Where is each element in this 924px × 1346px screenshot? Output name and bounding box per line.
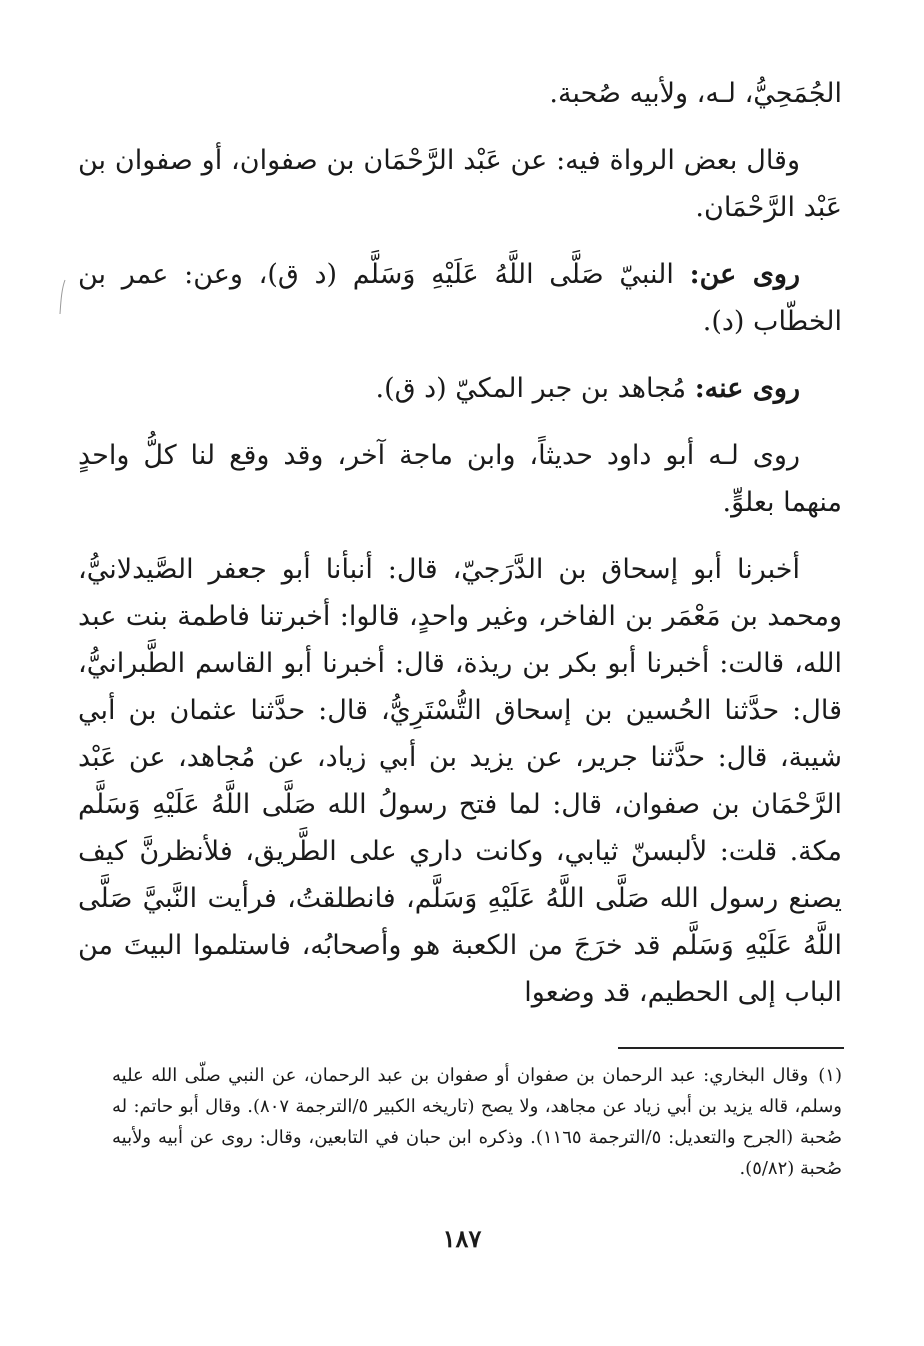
paragraph <box>78 137 842 231</box>
paragraph <box>78 546 842 1016</box>
paragraph-text: النبيّ صَلَّى اللَّهُ عَلَيْهِ وَسَلَّم (د ق)، وعن: عمر بن الخطّاب (د). <box>78 259 842 337</box>
footnote-divider <box>618 1047 844 1049</box>
paragraph <box>78 432 842 526</box>
page-number: ١٨٧ <box>442 1224 482 1253</box>
margin-pencil-mark <box>58 278 68 316</box>
footnotes <box>112 1060 842 1184</box>
paragraph-text: روى لـه أبو داود حديثاً، وابن ماجة آخر، وقد وقع لنا كلُّ واحدٍ منهما بعلوٍّ. <box>78 440 842 518</box>
paragraph <box>78 70 842 117</box>
main-text <box>78 70 842 1036</box>
paragraph-text: مُجاهد بن جبر المكيّ (د ق). <box>375 373 695 404</box>
paragraph-text: أخبرنا أبو إسحاق بن الدَّرَجيّ، قال: أنبأنا أبو جعفر الصَّيدلانيُّ، ومحمد بن مَعْمَر بن الفاخر، وغير واحدٍ، قالوا: أخبرتنا فاطمة بنت عبد الله، قالت: أخبرنا أبو بكر بن ريذة، قال: أخبرنا أبو القاسم الطَّبرانيُّ، قال: حدَّثنا الحُسين بن إسحاق التُّسْتَرِيُّ، قال: حدَّثنا عثمان بن أبي شيبة، قال: حدَّثنا جرير، عن يزيد بن أبي زياد، عن مُجاهد، عن عَبْد الرَّحْمَان بن صفوان، قال: لما فتح رسولُ الله صَلَّى اللَّهُ عَلَيْهِ وَسَلَّم مكة. قلت: لألبسنّ ثيابي، وكانت داري على الطَّريق، فلأنظرنَّ كيف يصنع رسول الله صَلَّى اللَّهُ عَلَيْهِ وَسَلَّم، فانطلقتُ، فرأيت النَّبيَّ صَلَّى اللَّهُ عَلَيْهِ وَسَلَّم قد خرَجَ من الكعبة هو وأصحابُه، فاستلموا البيتَ من الباب إلى الحطيم، قد وضعوا <box>78 554 842 1008</box>
paragraph <box>78 365 842 412</box>
paragraph-text: الجُمَحِيُّ، لـه، ولأبيه صُحبة. <box>549 78 842 109</box>
footnote-text: وقال البخاري: عبد الرحمان بن صفوان أو صفوان بن عبد الرحمان، عن النبي صلّى الله عليه وسلم، قاله يزيد بن أبي زياد عن مجاهد، ولا يصح (تاريخه الكبير ٥/الترجمة ٨٠٧). وقال أبو حاتم: له صُحبة (الجرح والتعديل: ٥/الترجمة ١١٦٥). وذكره ابن حبان في التابعين، وقال: روى عن أبيه ولأبيه صُحبة (٥/٨٢). <box>112 1065 843 1179</box>
paragraph-lead: روى عنه: <box>694 373 800 404</box>
paragraph-lead: روى عن: <box>689 259 800 290</box>
paragraph-text: وقال بعض الرواة فيه: عن عَبْد الرَّحْمَان بن صفوان، أو صفوان بن عَبْد الرَّحْمَان. <box>78 145 842 223</box>
paragraph <box>78 251 842 345</box>
footnote-number: (١) <box>818 1065 842 1086</box>
